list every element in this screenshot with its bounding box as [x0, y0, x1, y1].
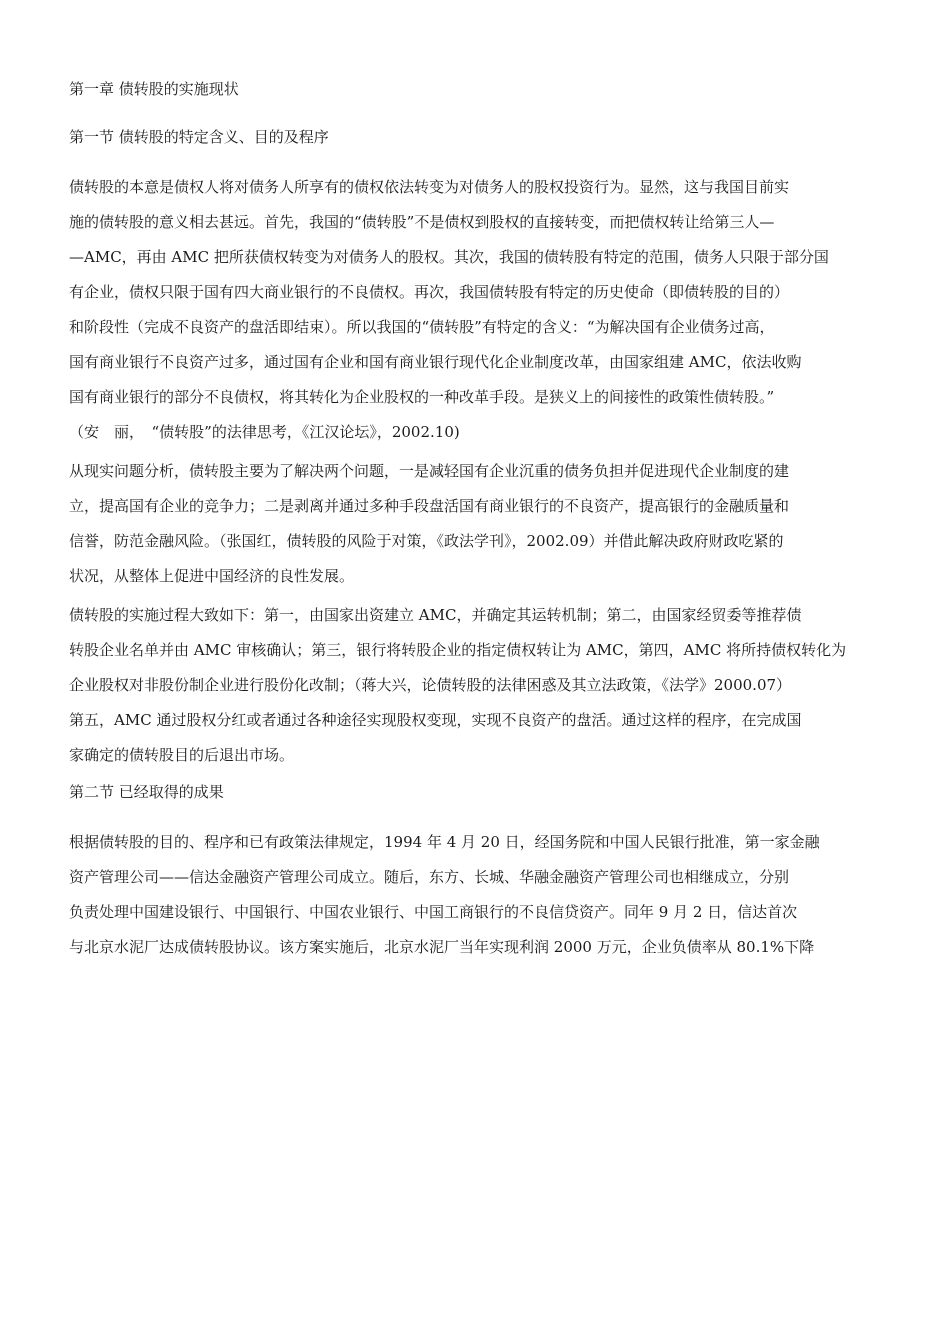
paragraph-line: —AMC，再由 AMC 把所获债权转变为对债务人的股权。其次，我国的债转股有特定的范围，债务人只限于部分国	[69, 248, 829, 266]
paragraph-2	[69, 454, 882, 594]
document-page	[69, 74, 882, 969]
section-title-2: 第二节 已经取得的成果	[69, 783, 224, 801]
paragraph-line: 与北京水泥厂达成债转股协议。该方案实施后，北京水泥厂当年实现利润 2000 万元，企业负债率从 80.1%下降	[69, 938, 815, 956]
chapter-title: 第一章 债转股的实施现状	[69, 80, 239, 98]
paragraph-line: 转股企业名单并由 AMC 审核确认；第三，银行将转股企业的指定债权转让为 AMC，第四，AMC 将所持债权转化为	[69, 641, 847, 659]
paragraph-line: 根据债转股的目的、程序和已有政策法律规定，1994 年 4 月 20 日，经国务院和中国人民银行批准，第一家金融	[69, 833, 820, 851]
paragraph-line: 有企业，债权只限于国有四大商业银行的不良债权。再次，我国债转股有特定的历史使命（即债转股的目的）	[69, 283, 790, 301]
paragraph-line: 企业股权对非股份制企业进行股份化改制；（蒋大兴，论债转股的法律困惑及其立法政策，《法学》2000.07）	[69, 676, 792, 694]
paragraph-1	[69, 170, 882, 450]
paragraph-3	[69, 598, 882, 773]
paragraph-line: 施的债转股的意义相去甚远。首先，我国的“债转股”不是债权到股权的直接转变，而把债权转让给第三人—	[69, 213, 775, 231]
paragraph-line: 状况，从整体上促进中国经济的良性发展。	[69, 567, 355, 585]
paragraph-line: 债转股的本意是债权人将对债务人所享有的债权依法转变为对债务人的股权投资行为。显然，这与我国目前实	[69, 178, 790, 196]
citation-line: （安 丽， “债转股”的法律思考，《江汉论坛》，2002.10)	[69, 423, 460, 441]
paragraph-4	[69, 825, 882, 965]
section-title-1: 第一节 债转股的特定含义、目的及程序	[69, 128, 329, 146]
paragraph-line: 从现实问题分析，债转股主要为了解决两个问题，一是减轻国有企业沉重的债务负担并促进现代企业制度的建	[69, 462, 790, 480]
paragraph-line: 资产管理公司——信达金融资产管理公司成立。随后，东方、长城、华融金融资产管理公司也相继成立，分别	[69, 868, 790, 886]
paragraph-line: 国有商业银行的部分不良债权，将其转化为企业股权的一种改革手段。是狭义上的间接性的政策性债转股。”	[69, 388, 775, 406]
paragraph-line: 负责处理中国建设银行、中国银行、中国农业银行、中国工商银行的不良信贷资产。同年 9 月 2 日，信达首次	[69, 903, 798, 921]
paragraph-line: 家确定的债转股目的后退出市场。	[69, 746, 295, 764]
paragraph-line: 债转股的实施过程大致如下：第一，由国家出资建立 AMC，并确定其运转机制；第二，由国家经贸委等推荐债	[69, 606, 802, 624]
paragraph-line: 立，提高国有企业的竞争力；二是剥离并通过多种手段盘活国有商业银行的不良资产，提高银行的金融质量和	[69, 497, 790, 515]
paragraph-line: 第五，AMC 通过股权分红或者通过各种途径实现股权变现，实现不良资产的盘活。通过这样的程序，在完成国	[69, 711, 802, 729]
paragraph-line: 国有商业银行不良资产过多，通过国有企业和国有商业银行现代化企业制度改革，由国家组建 AMC，依法收购	[69, 353, 802, 371]
paragraph-line: 信誉，防范金融风险。（张国红，债转股的风险于对策，《政法学刊》，2002.09）并借此解决政府财政吃紧的	[69, 532, 784, 550]
paragraph-line: 和阶段性（完成不良资产的盘活即结束）。所以我国的“债转股”有特定的含义：“为解决国有企业债务过高，	[69, 318, 775, 336]
